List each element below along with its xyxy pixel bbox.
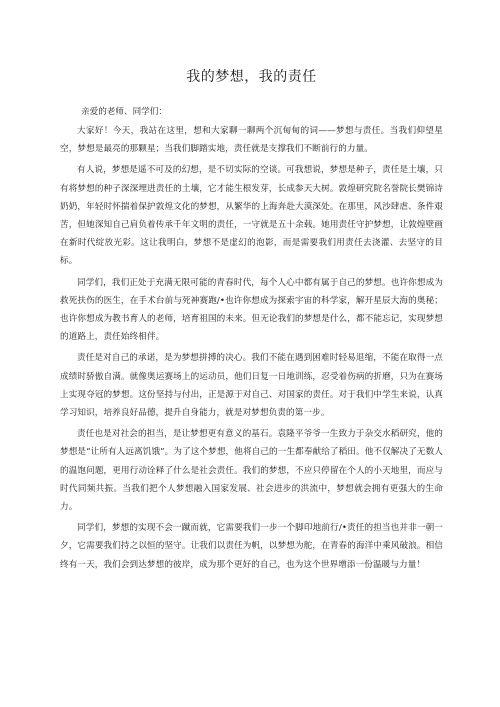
paragraph-4: 责任是对自己的承诺，是为梦想拼搏的决心。我们不能在遇到困难时轻易退缩，不能在取得一点成绩时骄傲自满。就像奥运赛场上的运动员，他们日复一日地训练，忍受着伤病的折磨，只为在赛场上实现夺冠的梦想。这份坚持与付出，正是源于对自己、对国家的责任。对于我们中学生来说，认真学习知识，培养良好品德，提升自身能力，就是对梦想负责的第一步。 [60,353,443,419]
paragraph-6: 同学们，梦想的实现不会一蹴而就，它需要我们一步一个脚印地前行/•责任的担当也并非一朝一夕，它需要我们持之以恒的坚守。让我们以责任为帆，以梦想为舵，在青春的海洋中乘风破浪。相信终有一天，我们会到达梦想的彼岸，成为那个更好的自己，也为这个世界增添一份温暖与力量！ [60,523,443,570]
greeting: 亲爱的老师、同学们： [81,107,167,117]
page-title: 我的梦想，我的责任 [186,69,317,85]
paragraph-1: 大家好！今天，我站在这里，想和大家聊一聊两个沉甸甸的词——梦想与责任。当我们仰望星空，梦想是最亮的那颗星；当我们脚踏实地，责任就是支撑我们不断前行的力量。 [60,126,443,155]
paragraph-2: 有人说，梦想是遥不可及的幻想，是不切实际的空谈。可我想说，梦想是种子，责任是土壤，只有将梦想的种子深深埋进责任的土壤，它才能生根发芽，长成参天大树。敦煌研究院名誉院长樊锦诗奶奶，年轻时怀揣着保护敦煌文化的梦想，从繁华的上海奔赴大漠深处。在那里，风沙肆虐、条件艰苦，但她深知自己肩负着传承千年文明的责任，一守就是五十余载。她用责任守护梦想，让敦煌壁画在新时代绽放光彩。这让我明白，梦想不是虚幻的泡影，而是需要我们用责任去浇灌、去坚守的目标。 [60,165,443,267]
paragraph-5: 责任也是对社会的担当，是让梦想更有意义的基石。袁隆平爷爷一生致力于杂交水稻研究，他的梦想是“让所有人远离饥饿”。为了这个梦想，他将自己的一生都奉献给了稻田。他不仅解决了无数人的温饱问题，更用行动诠释了什么是社会责任。我们的梦想，不应只停留在个人的小天地里，而应与时代同频共振。当我们把个人梦想融入国家发展、社会进步的洪流中，梦想就会拥有更强大的生命力。 [60,429,443,513]
paragraph-3: 同学们，我们正处于充满无限可能的青春时代，每个人心中都有属于自己的梦想。也许你想成为救死扶伤的医生，在手术台前与死神赛跑/•也许你想成为探索宇宙的科学家，解开星辰大海的奥秘；也许你想成为教书育人的老师，培育祖国的未来。但无论我们的梦想是什么，都不能忘记，实现梦想的道路上，责任始终相伴。 [60,277,443,343]
